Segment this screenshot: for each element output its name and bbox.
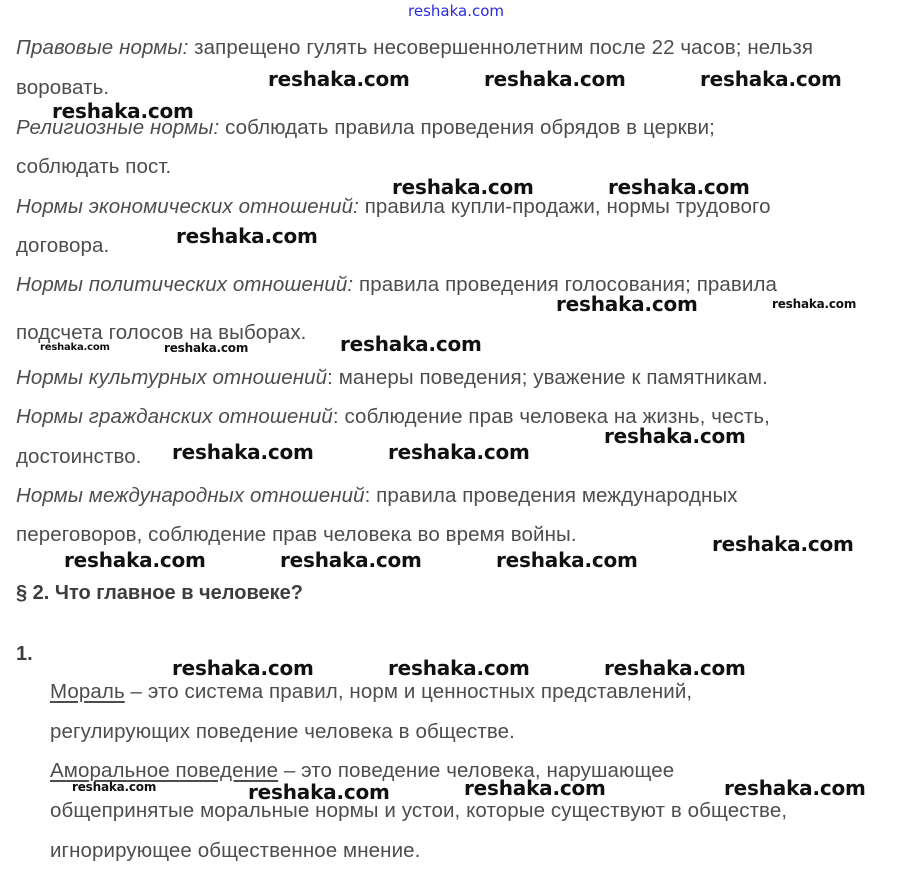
norm-political-term: Нормы политических отношений: xyxy=(16,273,354,296)
norm-international-line1 xyxy=(16,484,738,508)
norm-civil-term: Нормы гражданских отношений xyxy=(16,405,333,428)
norm-civil-line2: достоинство. xyxy=(16,445,142,468)
norm-cultural-text: : манеры поведения; уважение к памятникам. xyxy=(327,366,768,389)
watermark: reshaka.com xyxy=(176,224,318,248)
watermark: reshaka.com xyxy=(340,332,482,356)
watermark: reshaka.com xyxy=(496,548,638,572)
watermark: reshaka.com xyxy=(72,780,157,794)
watermark: reshaka.com xyxy=(280,548,422,572)
watermark: reshaka.com xyxy=(388,656,530,680)
amoral-text: – это поведение человека, нарушающее xyxy=(278,759,675,782)
watermark: reshaka.com xyxy=(772,297,857,311)
morality-definition-line2: регулирующих поведение человека в обществе. xyxy=(50,720,515,743)
norm-international-line2: переговоров, соблюдение прав человека во время войны. xyxy=(16,523,577,546)
watermark: reshaka.com xyxy=(392,175,534,199)
norm-cultural-term: Нормы культурных отношений xyxy=(16,366,328,389)
norm-economic-term: Нормы экономических отношений: xyxy=(16,195,359,218)
watermark: reshaka.com xyxy=(388,440,530,464)
watermark: reshaka.com xyxy=(268,67,410,91)
morality-text: – это система правил, норм и ценностных представлений, xyxy=(124,680,693,703)
norm-political-line2: подсчета голосов на выборах. xyxy=(16,321,307,344)
norm-political-text: правила проведения голосования; правила xyxy=(353,273,778,296)
norm-religious-term: Религиозные нормы: xyxy=(16,116,220,139)
norm-legal-text: запрещено гулять несовершеннолетним после 22 часов; нельзя xyxy=(188,36,814,59)
norm-economic-line2: договора. xyxy=(16,234,110,257)
amoral-definition-line3: игнорирующее общественное мнение. xyxy=(50,839,421,862)
norm-legal-term: Правовые нормы: xyxy=(16,36,189,59)
watermark: reshaka.com xyxy=(172,656,314,680)
top-watermark: reshaka.com xyxy=(408,2,504,20)
norm-legal-line2: воровать. xyxy=(16,76,110,99)
norm-legal-line1 xyxy=(16,36,813,60)
watermark: reshaka.com xyxy=(64,548,206,572)
watermark: reshaka.com xyxy=(604,424,746,448)
watermark: reshaka.com xyxy=(484,67,626,91)
watermark: reshaka.com xyxy=(164,341,249,355)
norm-religious-line2: соблюдать пост. xyxy=(16,155,172,178)
norm-cultural-line1 xyxy=(16,366,768,390)
norm-civil-text: : соблюдение прав человека на жизнь, честь, xyxy=(332,405,770,428)
watermark: reshaka.com xyxy=(556,292,698,316)
watermark: reshaka.com xyxy=(172,440,314,464)
morality-definition-line1 xyxy=(50,680,692,704)
watermark: reshaka.com xyxy=(604,656,746,680)
watermark: reshaka.com xyxy=(52,99,194,123)
section-heading: § 2. Что главное в человеке? xyxy=(16,582,303,604)
watermark: reshaka.com xyxy=(700,67,842,91)
amoral-term: Аморальное поведение xyxy=(50,759,279,782)
amoral-definition-line2: общепринятые моральные нормы и устои, которые существуют в обществе, xyxy=(50,799,788,822)
item-number: 1. xyxy=(16,643,33,665)
watermark: reshaka.com xyxy=(40,342,110,353)
norm-international-term: Нормы международных отношений xyxy=(16,484,365,507)
morality-term: Мораль xyxy=(50,680,125,703)
watermark: reshaka.com xyxy=(464,776,606,800)
watermark: reshaka.com xyxy=(608,175,750,199)
norm-religious-text: соблюдать правила проведения обрядов в церкви; xyxy=(219,116,715,139)
watermark: reshaka.com xyxy=(248,780,390,804)
norm-international-text: : правила проведения международных xyxy=(364,484,738,507)
watermark: reshaka.com xyxy=(724,776,866,800)
norm-economic-text: правила купли-продажи, нормы трудового xyxy=(358,195,771,218)
watermark: reshaka.com xyxy=(712,532,854,556)
